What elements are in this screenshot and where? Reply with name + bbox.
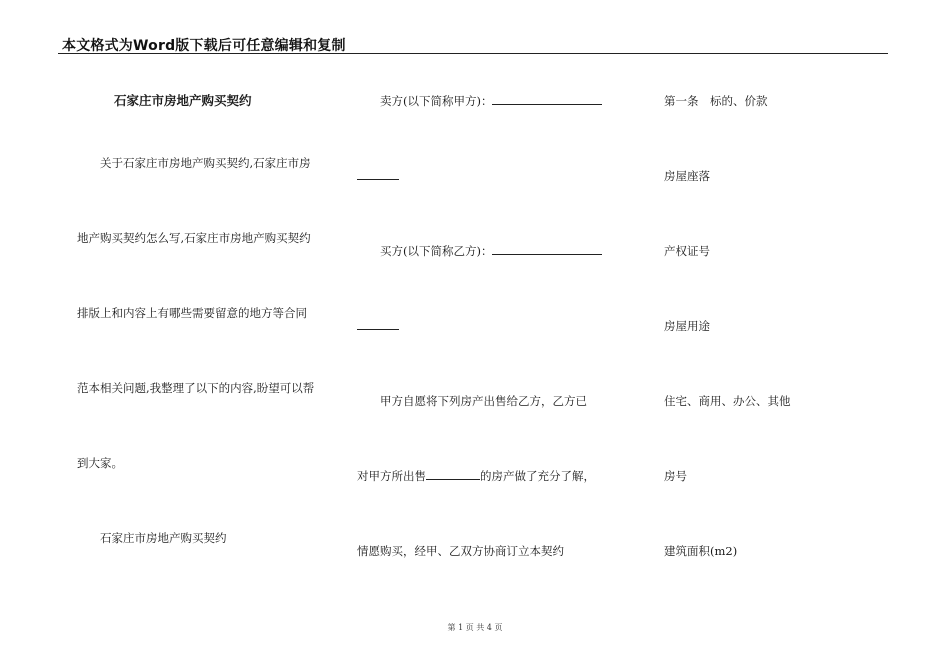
contract-title: 石家庄市房地产购买契约 [114, 93, 252, 108]
agreement-line-3: 情愿购买，经甲、乙双方协商订立本契约 [357, 544, 564, 558]
buyer-label: 买方(以下简称乙方)： [380, 244, 493, 258]
agreement-line-2-pre: 对甲方所出售 [357, 469, 426, 483]
agreement-line-2 [357, 469, 595, 483]
property-use-label: 房屋用途 [664, 319, 710, 333]
title-certificate-label: 产权证号 [664, 244, 710, 258]
agreement-line-1: 甲方自愿将下列房产出售给乙方，乙方已 [380, 394, 587, 408]
seller-blank [492, 94, 602, 105]
page-number: 第 1 页 共 4 页 [447, 623, 503, 632]
intro-line-4: 范本相关问题,我整理了以下的内容,盼望可以帮 [77, 381, 315, 395]
article-one-heading: 第一条 标的、价款 [664, 94, 768, 108]
room-number-label: 房号 [664, 469, 687, 483]
seller-label: 卖方(以下简称甲方)： [380, 94, 493, 108]
intro-line-5: 到大家。 [77, 456, 123, 470]
property-location-label: 房屋座落 [664, 169, 710, 183]
document-header: 本文格式为Word版下载后可任意编辑和复制 [62, 38, 346, 54]
property-use-options: 住宅、商用、办公、其他 [664, 394, 791, 408]
seller-blank-continued [357, 169, 399, 180]
property-blank [426, 469, 480, 480]
header-divider [58, 53, 888, 54]
floor-area-label: 建筑面积(m2) [664, 544, 738, 558]
buyer-blank [492, 244, 602, 255]
intro-line-1: 关于石家庄市房地产购买契约,石家庄市房 [100, 156, 311, 170]
intro-line-2: 地产购买契约怎么写,石家庄市房地产购买契约 [77, 231, 311, 245]
buyer-blank-continued [357, 319, 399, 330]
seller-line [380, 94, 602, 108]
buyer-line [380, 244, 602, 258]
section-heading: 石家庄市房地产购买契约 [100, 531, 227, 545]
agreement-line-2-post: 的房产做了充分了解， [480, 469, 595, 483]
intro-line-3: 排版上和内容上有哪些需要留意的地方等合同 [77, 306, 307, 320]
